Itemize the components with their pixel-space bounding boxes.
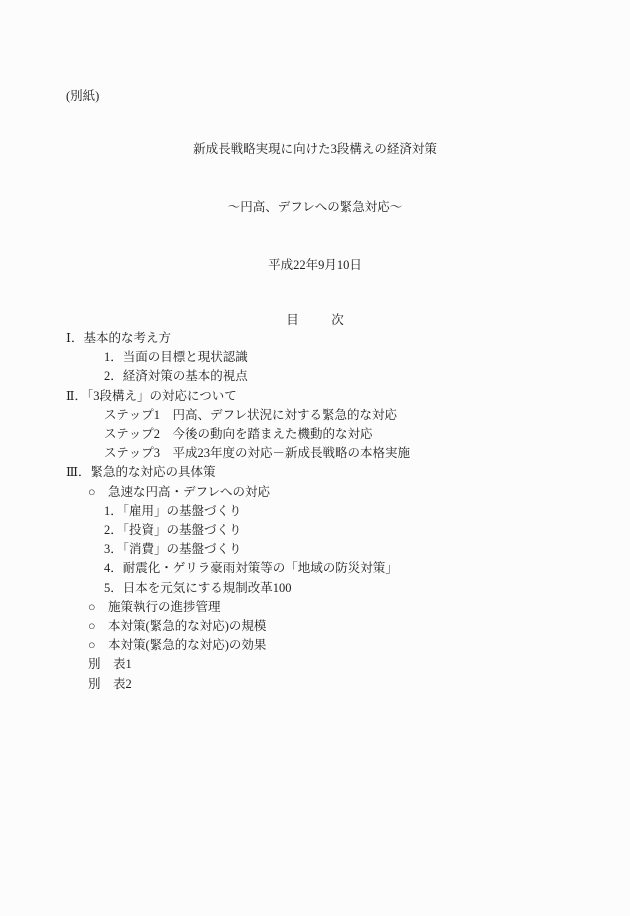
toc-item: Ⅲ．緊急的な対応の具体策	[66, 465, 216, 480]
attachment-label: (別紙)	[66, 89, 100, 103]
toc-item: ○ 本対策(緊急的な対応)の効果	[88, 638, 267, 653]
toc-item: 5．日本を元気にする規制改革100	[104, 580, 292, 595]
toc-item: 2．経済対策の基本的視点	[104, 369, 248, 384]
toc-item: 別 表1	[88, 657, 132, 672]
document-subtitle: ～円高、デフレへの緊急対応～	[227, 200, 403, 214]
toc-item: Ⅰ．基本的な考え方	[66, 331, 171, 345]
toc-item: ○ 施策執行の進捗管理	[88, 599, 221, 614]
document-date: 平成22年9月10日	[268, 258, 362, 272]
toc-item: 別 表2	[88, 676, 132, 691]
toc-item: 1．当面の目標と現状認識	[104, 350, 248, 365]
toc-list	[0, 329, 630, 694]
toc-item: ステップ2 今後の動向を踏まえた機動的な対応	[104, 427, 373, 442]
toc-item: 2．「投資」の基盤づくり	[104, 523, 242, 538]
toc-item: ○ 本対策(緊急的な対応)の規模	[88, 619, 267, 634]
toc-item: Ⅱ．「3段構え」の対応について	[66, 388, 237, 403]
toc-item: 3．「消費」の基盤づくり	[104, 542, 242, 557]
toc-item: 4．耐震化・ゲリラ豪雨対策等の「地域の防災対策」	[104, 561, 398, 576]
document-title: 新成長戦略実現に向けた3段構えの経済対策	[193, 142, 437, 156]
toc-item: ステップ1 円高、デフレ状況に対する緊急的な対応	[104, 407, 398, 422]
toc-item: ○ 急速な円高・デフレへの対応	[88, 484, 271, 499]
toc-item: 1．「雇用」の基盤づくり	[104, 503, 242, 518]
toc-heading: 目 次	[286, 313, 354, 327]
toc-item: ステップ3 平成23年度の対応－新成長戦略の本格実施	[104, 446, 411, 461]
